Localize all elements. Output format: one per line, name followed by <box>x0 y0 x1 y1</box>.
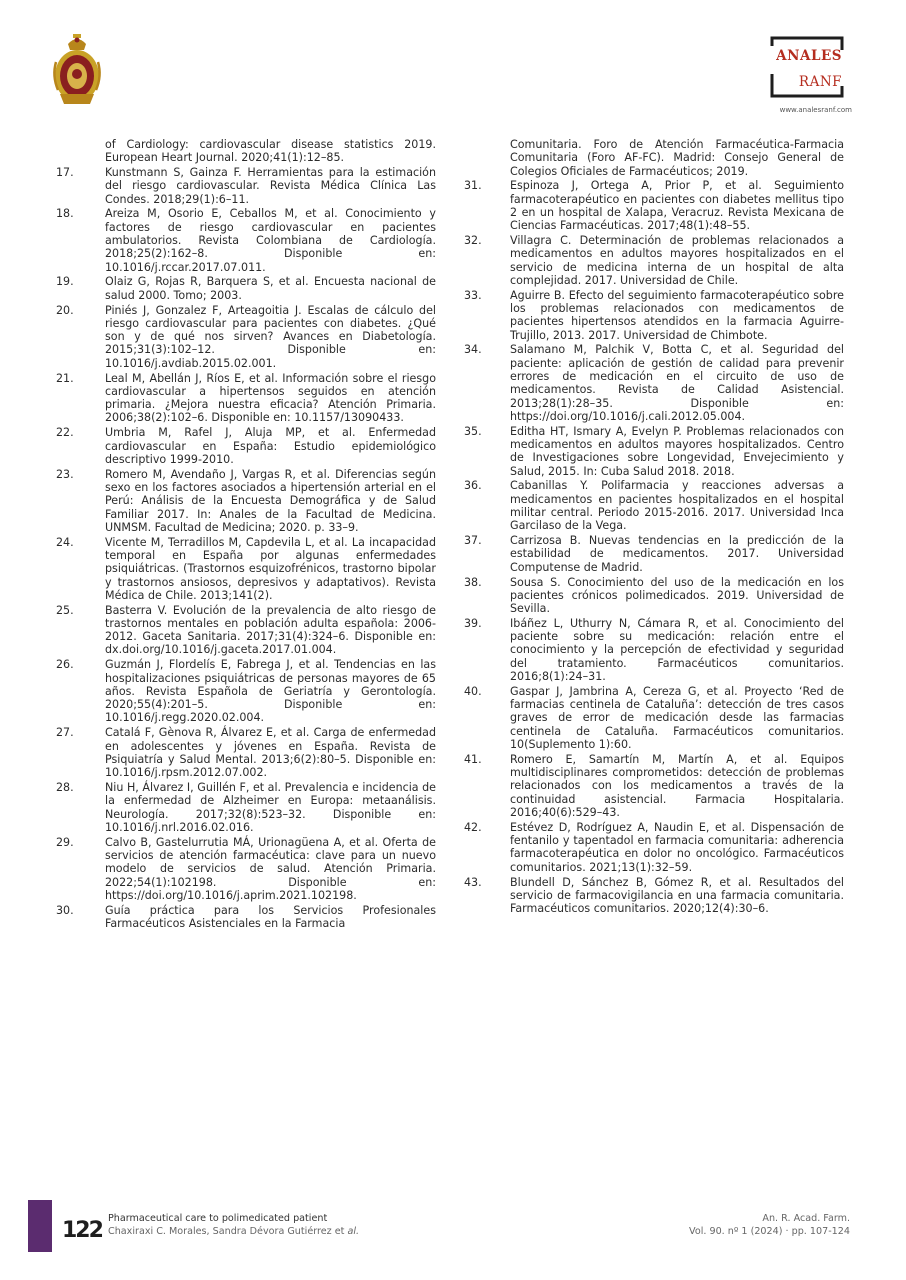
footer-volume: Vol. 90. nº 1 (2024) · pp. 107-124 <box>689 1226 850 1237</box>
reference-text: Kunstmann S, Gainza F. Herramientas para la estimación del riesgo cardiovascular. Revista Médica Clínica Las Condes. 2018;29(1):6–11. <box>105 166 436 206</box>
reference-number: 36. <box>464 479 482 493</box>
reference-item <box>56 166 436 206</box>
reference-number: 37. <box>464 534 482 548</box>
reference-text: Romero E, Samartín M, Martín A, et al. Equipos multidisciplinares comprometidos: detección de problemas relacionados con los medicamentos a través de la continuidad asistencial. Farmacia Hospitalaria. 2016;40(6):529–43. <box>510 752 844 820</box>
reference-number: 25. <box>56 603 74 617</box>
reference-number: 21. <box>56 371 74 385</box>
reference-number: 41. <box>464 752 482 766</box>
reference-item <box>56 138 436 165</box>
reference-item <box>56 536 436 602</box>
reference-item <box>464 234 844 287</box>
reference-text: Aguirre B. Efecto del seguimiento farmacoterapéutico sobre los problemas relacionados con medicamentos de pacientes hipertensos atendidos en la farmacia Aguirre-Trujillo, 2013. 2017. Universidad de Chimbote. <box>510 288 844 342</box>
reference-text: Estévez D, Rodríguez A, Naudin E, et al. Dispensación de fentanilo y tapentadol en farmacia comunitaria: adherencia farmacoterapéutica en dolor no oncológico. Farmacéuticos comunitarios. 2021;13(1):32–59. <box>510 820 844 874</box>
reference-item <box>56 781 436 834</box>
reference-number: 20. <box>56 303 74 317</box>
reference-item <box>56 604 436 657</box>
reference-text: Cabanillas Y. Polifarmacia y reacciones adversas a medicamentos en pacientes hospitalizados en el hospital militar central. Periodo 2015-2016. 2017. Universidad Inca Garcilaso de la Vega. <box>510 479 844 533</box>
reference-text: Guía práctica para los Servicios Profesionales Farmacéuticos Asistenciales en la Farmacia <box>105 903 436 930</box>
reference-item <box>56 836 436 902</box>
reference-text: Leal M, Abellán J, Ríos E, et al. Información sobre el riesgo cardiovascular a hipertensos seguidos en atención primaria. ¿Mejora nuestra eficacia? Atención Primaria. 2006;38(2):102–6. Disponible en: 10.1157/13090433. <box>105 371 436 425</box>
reference-item <box>464 753 844 819</box>
reference-item <box>464 617 844 683</box>
logo-ranf-text: RANF <box>798 74 842 90</box>
reference-text: Calvo B, Gastelurrutia MÁ, Urionagüena A, et al. Oferta de servicios de atención farmacéutica: clave para un nuevo modelo de servicios de salud. Atención Primaria. 2022;54(1):102198. Disponible en: https://doi.org/10.1016/j.aprim.2021.102198. <box>105 835 436 902</box>
reference-item <box>464 138 844 178</box>
reference-number: 22. <box>56 426 74 440</box>
reference-text: Olaiz G, Rojas R, Barquera S, et al. Encuesta nacional de salud 2000. Tomo; 2003. <box>105 275 436 302</box>
reference-number: 23. <box>56 467 74 481</box>
reference-number: 27. <box>56 726 74 740</box>
reference-item <box>464 821 844 874</box>
reference-text: Carrizosa B. Nuevas tendencias en la predicción de la estabilidad de medicamentos. 2017. Universidad Computense de Madrid. <box>510 534 844 574</box>
reference-text: Ibáñez L, Uthurry N, Cámara R, et al. Conocimiento del paciente sobre su medicación: relación entre el conocimiento y la percepción de efectividad y seguridad del tratamiento. Farmacéuticos comunitarios. 2016;8(1):24–31. <box>510 616 844 684</box>
reference-text: Areiza M, Osorio E, Ceballos M, et al. Conocimiento y factores de riesgo cardiovascular en pacientes ambulatorios. Revista Colombiana de Cardiología. 2018;25(2):162–8. Disponible en: 10.1016/j.rccar.2017.07.011. <box>105 207 436 274</box>
reference-text: Gaspar J, Jambrina A, Cereza G, et al. Proyecto ‘Red de farmacias centinela de Cataluña’: detección de tres casos graves de error de medicación desde las farmacias centinela de Cataluña. Farmacéuticos comunitarios. 10(Suplemento 1):60. <box>510 684 844 752</box>
reference-number: 18. <box>56 207 74 221</box>
reference-number: 38. <box>464 575 482 589</box>
reference-number: 30. <box>56 903 74 917</box>
reference-text: Niu H, Álvarez I, Guillén F, et al. Prevalencia e incidencia de la enfermedad de Alzheimer en Europa: metaanálisis. Neurología. 2017;32(8):523–32. Disponible en: 10.1016/j.nrl.2016.02.016. <box>105 780 436 834</box>
reference-number: 39. <box>464 616 482 630</box>
reference-item <box>56 275 436 302</box>
academy-crest-logo <box>50 32 104 110</box>
reference-number: 29. <box>56 835 74 849</box>
reference-number: 32. <box>464 234 482 248</box>
reference-text: Catalá F, Gènova R, Álvarez E, et al. Carga de enfermedad en adolescentes y jóvenes en España. Revista de Psiquiatría y Salud Mental. 2013;6(2):80–5. Disponible en: 10.1016/j.rpsm.2012.07.002. <box>105 726 436 780</box>
reference-item <box>56 207 436 273</box>
anales-ranf-logo <box>740 36 852 120</box>
reference-text: Guzmán J, Flordelís E, Fabrega J, et al. Tendencias en las hospitalizaciones psiquiátricas de personas mayores de 65 años. Revista Española de Geriatría y Gerontología. 2020;55(4):201–5. Disponible en: 10.1016/j.regg.2020.02.004. <box>105 658 436 725</box>
reference-text: Comunitaria. Foro de Atención Farmacéutica-Farmacia Comunitaria (Foro AF-FC). Madrid: Consejo General de Colegios Oficiales de Farmacéuticos; 2019. <box>510 138 844 178</box>
reference-number: 34. <box>464 343 482 357</box>
reference-text: Piniés J, Gonzalez F, Arteagoitia J. Escalas de cálculo del riesgo cardiovascular para pacientes con diabetes. ¿Qué son y de qué nos sirven? Avances en Diabetología. 2015;31(3):102–12. Disponible en: 10.1016/j.avdiab.2015.02.001. <box>105 303 436 370</box>
reference-number: 35. <box>464 424 482 438</box>
reference-number: 26. <box>56 658 74 672</box>
reference-number: 31. <box>464 179 482 193</box>
reference-text: Blundell D, Sánchez B, Gómez R, et al. Resultados del servicio de farmacovigilancia en una farmacia comunitaria. Farmacéuticos comunitarios. 2020;12(4):30–6. <box>510 875 844 916</box>
footer-accent-bar <box>28 1200 52 1252</box>
reference-text: Editha HT, Ismary A, Evelyn P. Problemas relacionados con medicamentos en adultos mayores hospitalizados. Centro de Investigaciones sobre Longevidad, Envejecimiento y Salud, 2015. In: Cuba Salud 2018. 2018. <box>510 424 844 478</box>
reference-item <box>464 289 844 342</box>
reference-number: 28. <box>56 780 74 794</box>
footer-journal: An. R. Acad. Farm. <box>762 1213 850 1224</box>
reference-text: Romero M, Avendaño J, Vargas R, et al. Diferencias según sexo en los factores asociados a hipertensión arterial en el Perú: Análisis de la Encuesta Demográfica y de Salud Familiar 2017. In: Anales de la Facultad de Medicina. UNMSM. Facultad de Medicina; 2020. p. 33–9. <box>105 467 436 534</box>
references-right-column <box>464 138 844 917</box>
reference-item <box>464 343 844 423</box>
reference-number: 19. <box>56 275 74 289</box>
reference-text: Vicente M, Terradillos M, Capdevila L, et al. La incapacidad temporal en España por algunas enfermedades psiquiátricas. (Trastornos esquizofrénicos, trastorno bipolar y trastornos ansiosos, depresivos y adaptativos). Revista Médica de Chile. 2013;141(2). <box>105 535 436 602</box>
reference-text: Espinoza J, Ortega A, Prior P, et al. Seguimiento farmacoterapéutico en pacientes con diabetes mellitus tipo 2 en un hospital de Xalapa, Veracruz. Revista Mexicana de Ciencias Farmacéuticas. 2017;48(1):48–55. <box>510 179 844 233</box>
reference-item <box>56 904 436 931</box>
footer-authors-names: Chaxiraxi C. Morales, Sandra Dévora Gutiérrez et <box>108 1226 345 1237</box>
reference-item <box>464 425 844 478</box>
reference-number: 40. <box>464 684 482 698</box>
reference-text: Villagra C. Determinación de problemas relacionados a medicamentos en adultos mayores hospitalizados en el servicio de medicina interna de un hospital de alta complejidad. 2017. Universidad de Chile. <box>510 234 844 287</box>
reference-number: 42. <box>464 820 482 834</box>
reference-text: Umbria M, Rafel J, Aluja MP, et al. Enfermedad cardiovascular en España: Estudio epidemiológico descriptivo 1999-2010. <box>105 426 436 466</box>
page-number: 122 <box>62 1218 102 1243</box>
references-left-column <box>56 138 436 932</box>
reference-item <box>56 726 436 779</box>
reference-item <box>464 576 844 616</box>
reference-item <box>464 534 844 574</box>
reference-number: 33. <box>464 288 482 302</box>
reference-number: 43. <box>464 875 482 889</box>
reference-item <box>56 304 436 370</box>
reference-number: 17. <box>56 166 74 180</box>
reference-item <box>56 426 436 466</box>
reference-item <box>56 468 436 534</box>
reference-item <box>464 179 844 232</box>
logo-url: www.analesranf.com <box>779 106 852 114</box>
reference-text: Sousa S. Conocimiento del uso de la medicación en los pacientes crónicos polimedicados. 2019. Universidad de Sevilla. <box>510 575 844 616</box>
reference-text: Salamano M, Palchik V, Botta C, et al. Seguridad del paciente: aplicación de gestión de calidad para prevenir errores de medicación en el circuito de uso de medicamentos. Revista de Calidad Asistencial. 2013;28(1):28–35. Disponible en: https://doi.org/10.1016/j.cali.2012.05.004. <box>510 343 844 423</box>
logo-anales-text: ANALES <box>776 48 842 64</box>
reference-item <box>464 876 844 916</box>
reference-item <box>464 685 844 751</box>
footer-authors <box>108 1226 359 1237</box>
footer-authors-etal: al. <box>347 1226 360 1237</box>
reference-text: of Cardiology: cardiovascular disease statistics 2019. European Heart Journal. 2020;41(1):12–85. <box>105 138 436 165</box>
reference-item <box>56 658 436 724</box>
reference-item <box>464 479 844 532</box>
reference-item <box>56 372 436 425</box>
reference-text: Basterra V. Evolución de la prevalencia de alto riesgo de trastornos mentales en población adulta española: 2006-2012. Gaceta Sanitaria. 2017;31(4):324–6. Disponible en: dx.doi.org/10.1016/j.gaceta.2017.01.004. <box>105 603 436 657</box>
footer-article-title: Pharmaceutical care to polimedicated patient <box>108 1213 328 1224</box>
reference-number: 24. <box>56 535 74 549</box>
